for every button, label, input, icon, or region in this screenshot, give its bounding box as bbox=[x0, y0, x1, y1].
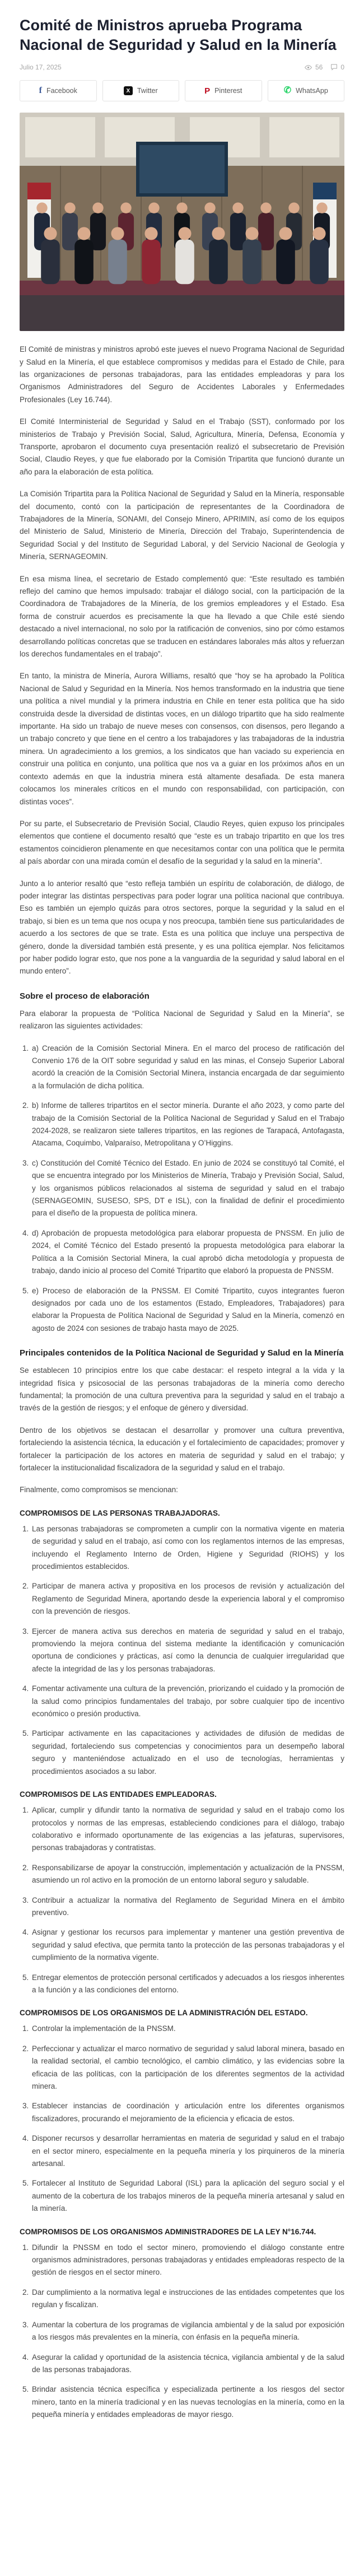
list-item: 1. Aplicar, cumplir y difundir tanto la normativa de seguridad y salud en el trabajo como los protocolos y normas de las empresas, estableciendo condiciones para el diálogo, trabajo colaborativo e informado oportunamente de las exigencias a las jefaturas, supervisores, personas trabajadoras y contratistas. bbox=[31, 1804, 344, 1855]
list-item: 2. Responsabilizarse de apoyar la construcción, implementación y actualización de la PNSSM, asumiendo un rol activo en la promoción de un entorno laboral seguro y saludable. bbox=[31, 1862, 344, 1887]
facebook-icon: f bbox=[39, 86, 42, 96]
article-paragraph: El Comité Interministerial de Seguridad y Salud en el Trabajo (SST), conformado por los ministerios de Trabajo y Previsión Social, Salud, Agricultura, Minería, Defensa, Economía y Transporte, aprobaron el documento cuya presentación realizó el subsecretario de Previsión Social, Claudio Reyes, y que fue elaborado por la Comisión Tripartita que funcionó durante un año para la elaboración de esta política. bbox=[20, 417, 344, 476]
share-twitter-label: Twitter bbox=[137, 87, 158, 95]
share-twitter-button[interactable] bbox=[102, 80, 180, 101]
list-item: 4. Fomentar activamente una cultura de la prevención, priorizando el cuidado y la promoción de la salud como principios fundamentales del trabajo, por sobre cualquier tipo de incentivo económico o presión productiva. bbox=[31, 1683, 344, 1720]
article-paragraph: Dentro de los objetivos se destacan el desarrollar y promover una cultura preventiva, fortaleciendo la asistencia técnica, la educación y el fortalecimiento de capacidades; promover y fortalecer la participación de los actores en materia de seguridad y salud en el trabajo; y fortalecer la institucionalidad fiscalizadora de la seguridad y salud en el trabajo. bbox=[20, 1426, 344, 1472]
share-whatsapp-button[interactable] bbox=[268, 80, 345, 101]
views-stat bbox=[304, 63, 323, 71]
section-heading: Sobre el proceso de elaboración bbox=[20, 991, 150, 1001]
share-buttons bbox=[20, 80, 344, 101]
article-paragraph: En esa misma línea, el secretario de Estado complementó que: “Este resultado es también reflejo del camino que hemos impulsado: trabajar el diálogo social, con la participación de la Coordinadora de Trabajadores de la Minería, de los gremios empleadores y el Estado. Esa forma de construir acuerdos es precisamente la que ha llevado a que Chile esté siendo destacado a nivel internacional, no solo por la ratificación de convenios, sino por cómo estamos desarrollando políticas concretas que se traducen en estándares laborales más altos y refuerzan los derechos fundamentales en el trabajo”. bbox=[20, 574, 344, 659]
list-item: 3. Contribuir a actualizar la normativa del Reglamento de Seguridad Minera en el ámbito preventivo. bbox=[31, 1894, 344, 1920]
list-item: 4. Asignar y gestionar los recursos para implementar y mantener una gestión preventiva de seguridad y salud efectiva, que permita tanto la protección de las personas trabajadoras y el cumplimiento de la normativa vigente. bbox=[31, 1926, 344, 1964]
list-item: 4. d) Aprobación de propuesta metodológica para elaborar propuesta de PNSSM. En julio de 2024, el Comité Técnico del Estado presentó la propuesta metodológica para elaborar la Política a la Comisión Sectorial Minera, la cual aprobó dicha metodología y propuesta de trabajo, dando inicio al proceso del Comité Tripartito que elaboró la propuesta de PNSSM. bbox=[31, 1227, 344, 1278]
numbered-list bbox=[20, 2023, 344, 2215]
article-paragraph: Por su parte, el Subsecretario de Previsión Social, Claudio Reyes, quien expuso los principales elementos que contiene el documento resaltó que “este es un trabajo tripartito en que los tres estamentos coincidieron plenamente en que necesitamos contar con una política que le permita al país abordar con una mirada común el desafío de la seguridad y la salud en la minería”. bbox=[20, 819, 344, 866]
numbered-list bbox=[20, 1804, 344, 1996]
article-stats bbox=[304, 63, 344, 71]
numbered-list bbox=[20, 1042, 344, 1335]
list-item: 4. Disponer recursos y desarrollar herramientas en materia de seguridad y salud en el trabajo en el sector minero, especialmente en la pequeña minería y los pirquineros de la minería artesanal. bbox=[31, 2132, 344, 2170]
article-paragraph: Para elaborar la propuesta de “Política Nacional de Seguridad y Salud en la Minería”, se realizaron las siguientes actividades: bbox=[20, 1009, 344, 1031]
list-item: 5. Brindar asistencia técnica específica y especializada pertinente a los riesgos del sector minero, tanto en la minería tradicional y en las nuevas tecnologías en la minería, como en la pequeña minería y entidades empleadoras de mayor riesgo. bbox=[31, 2383, 344, 2421]
list-item: 2. Dar cumplimiento a la normativa legal e instrucciones de las entidades competentes que los regulan y fiscalizan. bbox=[31, 2286, 344, 2312]
article-body bbox=[20, 343, 344, 2421]
list-item: 3. Ejercer de manera activa sus derechos en materia de seguridad y salud en el trabajo, promoviendo la mejora continua del sistema mediante la identificación y comunicación oportuna de condiciones y prácticas, así como la denuncia de cualquier irregularidad que afecte la integridad de las y los personas trabajadoras. bbox=[31, 1625, 344, 1676]
views-count: 56 bbox=[315, 63, 323, 72]
article-meta bbox=[20, 63, 344, 71]
numbered-list bbox=[20, 2242, 344, 2421]
share-pinterest-button[interactable] bbox=[185, 80, 262, 101]
section-heading: COMPROMISOS DE LOS ORGANISMOS DE LA ADMINISTRACIÓN DEL ESTADO. bbox=[20, 2009, 308, 2018]
hero-image bbox=[20, 113, 344, 331]
article-paragraph: La Comisión Tripartita para la Política Nacional de Seguridad y Salud en la Minería, responsable del documento, contó con la participación de representantes de la Coordinadora de Trabajadores de la Minería, SONAMI, del Consejo Minero, APRIMIN, así como de los equipos del Ministerio de Salud, Ministerio de Minería, Dirección del Trabajo, Superintendencia de Seguridad Social y del Instituto de Seguridad Laboral, y del Servicio Nacional de Geología y Minería, SERNAGEOMIN. bbox=[20, 490, 344, 561]
share-facebook-label: Facebook bbox=[46, 87, 77, 95]
article-paragraph: Finalmente, como compromisos se mencionan: bbox=[20, 1485, 178, 1494]
share-whatsapp-label: WhatsApp bbox=[296, 87, 328, 95]
list-item: 4. Asegurar la calidad y oportunidad de la asistencia técnica, vigilancia ambiental y de la salud de las personas trabajadoras. bbox=[31, 2351, 344, 2377]
share-facebook-button[interactable] bbox=[20, 80, 97, 101]
article-paragraph: El Comité de ministras y ministros aprobó este jueves el nuevo Programa Nacional de Seguridad y Salud en la Minería, el que establece compromisos y medidas para el Estado de Chile, para las organizaciones de personas trabajadoras, para las entidades empleadoras y para los Organismos Administradores del Seguro de Accidentes Laborales y Enfermedades Profesionales (Ley 16.744). bbox=[20, 345, 344, 404]
section-heading: COMPROMISOS DE LAS PERSONAS TRABAJADORAS. bbox=[20, 1508, 220, 1517]
list-item: 2. b) Informe de talleres tripartitos en el sector minería. Durante el año 2023, y como parte del trabajo de la Comisión Sectorial de la Política Nacional de Seguridad y Salud en el Trabajo 2024-2028, se realizaron siete talleres tripartitos, en las regiones de Tarapacá, Antofagasta, Atacama, Coquimbo, Valparaíso, Metropolitana y O’Higgins. bbox=[31, 1100, 344, 1150]
views-icon bbox=[304, 64, 312, 71]
comments-stat[interactable] bbox=[330, 63, 344, 71]
whatsapp-icon: ✆ bbox=[283, 86, 292, 96]
list-item: 1. Las personas trabajadoras se comprometen a cumplir con la normativa vigente en materia de seguridad y salud en el trabajo, así como con los reglamentos internos de las empresas, incluyendo el Reglamento Interno de Orden, Higiene y Seguridad (RIOHS) y los procedimientos establecidos. bbox=[31, 1523, 344, 1573]
list-item: 1. Difundir la PNSSM en todo el sector minero, promoviendo el diálogo constante entre organismos administradores, personas trabajadoras y entidades empleadoras respecto de la gestión de riesgos en el sector minero. bbox=[31, 2242, 344, 2279]
list-item: 5. e) Proceso de elaboración de la PNSSM. El Comité Tripartito, cuyos integrantes fueron designados por cada uno de los estamentos (Estado, Empleadores, Trabajadores) para elaborar la Propuesta de Política Nacional de Seguridad y Salud en la Minería, comenzó en agosto de 2024 con sesiones de trabajo hasta mayo de 2025. bbox=[31, 1285, 344, 1335]
numbered-list bbox=[20, 1523, 344, 1778]
list-item: 3. Aumentar la cobertura de los programas de vigilancia ambiental y de la salud por exposición a los riesgos más prevalentes en la minería, con énfasis en la pequeña minería. bbox=[31, 2319, 344, 2344]
list-item: 2. Perfeccionar y actualizar el marco normativo de seguridad y salud laboral minera, basado en la realidad sectorial, el cambio tecnológico, el cambio climático, y las evidencias sobre la eficacia de las políticas, con la participación de los diferentes segmentos de la actividad minera. bbox=[31, 2043, 344, 2093]
page-title: Comité de Ministros aprueba Programa Nacional de Seguridad y Salud en la Minería bbox=[20, 17, 337, 53]
list-item: 3. c) Constitución del Comité Técnico del Estado. En junio de 2024 se constituyó tal Comité, el que se encuentra integrado por los Ministerios de Minería, Trabajo y Previsión Social, Salud, y los organismos públicos relacionados al sistema de seguridad y salud en el trabajo (SERNAGEOMIN, SUSESO, SPS, DT e ISL), con la finalidad de definir el procedimiento para el diseño de la propuesta de política minera. bbox=[31, 1157, 344, 1220]
comments-icon bbox=[330, 64, 338, 71]
section-heading: Principales contenidos de la Política Nacional de Seguridad y Salud en la Minería bbox=[20, 1348, 344, 1358]
section-heading: COMPROMISOS DE LAS ENTIDADES EMPLEADORAS. bbox=[20, 1790, 217, 1799]
list-item: 2. Participar de manera activa y propositiva en los procesos de revisión y actualización del Reglamento de Seguridad Minera, aportando desde la experiencia laboral y el compromiso con la prevención de riesgos. bbox=[31, 1580, 344, 1618]
list-item: 1. a) Creación de la Comisión Sectorial Minera. En el marco del proceso de ratificación del Convenio 176 de la OIT sobre seguridad y salud en las minas, el Consejo Superior Laboral acordó la creación de la Comisión Sectorial Minera, instancia encargada de dar seguimiento a la formulación de dicha política. bbox=[31, 1042, 344, 1093]
list-item: 3. Establecer instancias de coordinación y articulación entre los diferentes organismos fiscalizadores, procurando el mejoramiento de la eficiencia y eficacia de estos. bbox=[31, 2100, 344, 2125]
twitter-x-icon: X bbox=[124, 86, 133, 95]
list-item: 5. Entregar elementos de protección personal certificados y adecuados a los riesgos inherentes a la función y a las condiciones del entorno. bbox=[31, 1972, 344, 1997]
comments-count: 0 bbox=[340, 63, 344, 72]
list-item: 1. Controlar la implementación de la PNSSM. bbox=[31, 2023, 344, 2035]
share-pinterest-label: Pinterest bbox=[214, 87, 242, 95]
list-item: 5. Fortalecer al Instituto de Seguridad Laboral (ISL) para la aplicación del seguro social y el aumento de la cobertura de los trabajos mineros de la pequeña minería artesanal y salud en la minería. bbox=[31, 2177, 344, 2215]
list-item: 5. Participar activamente en las capacitaciones y actividades de difusión de medidas de seguridad, fortaleciendo sus competencias y conocimientos para un desempeño laboral seguro y manteniéndose actualizado en el uso de tecnologías, herramientas y procedimientos asociados a su labor. bbox=[31, 1727, 344, 1778]
pinterest-icon: P bbox=[204, 86, 211, 96]
section-heading: COMPROMISOS DE LOS ORGANISMOS ADMINISTRADORES DE LA LEY N°16.744. bbox=[20, 2227, 316, 2236]
article-paragraph: En tanto, la ministra de Minería, Aurora Williams, resaltó que “hoy se ha aprobado la Política Nacional de Salud y Seguridad en la Minería. Nos hemos transformado en la industria que tiene una política a nivel mundial y la primera industria en Chile en tener esta política que ha sido construida desde la diversidad de distintas voces, en un diálogo tripartito que ha sido realmente importante. Ha sido un trabajo de nueve meses con consensos, con disensos, pero llegando a un trabajo concreto y que tiene en el centro a los trabajadores y las trabajadoras de la industria minera. Un agradecimiento a los gremios, a los sindicatos que han vaciado su experiencia en construir una política en conjunto, una política que nos va a guiar en los próximos años en un contexto además en que la industria minera está altamente desafiada. De esta manera colocamos los minerales críticos en el mundo con responsabilidad, con participación, con distintas voces”. bbox=[20, 672, 344, 806]
article-paragraph: Junto a lo anterior resaltó que “esto refleja también un espíritu de colaboración, de diálogo, de poder integrar las distintas perspectivas para poder lograr una política nacional que contribuya. Eso es también un ejemplo quizás para otros sectores, porque la seguridad y la salud en el trabajo, si bien es un tema que nos ocupa y nos preocupa, también tiene sus particularidades de acuerdo a los sectores de que se trate. Esta es una política que incluye una perspectiva de género, donde la diversidad también está presente, y es una política ejemplar. Nos felicitamos por haber podido lograr esto, que nos pone a la vanguardia de la seguridad y salud laboral en el mundo entero”. bbox=[20, 879, 344, 976]
article-paragraph: Se establecen 10 principios entre los que cabe destacar: el respeto integral a la vida y la integridad física y psicosocial de las personas trabajadoras de la minería como derecho fundamental; la promoción de una cultura preventiva para la seguridad y salud en el trabajo a través de la gestión de riesgos; y el enfoque de género y diversidad. bbox=[20, 1366, 344, 1413]
publish-date: Julio 17, 2025 bbox=[20, 63, 62, 72]
